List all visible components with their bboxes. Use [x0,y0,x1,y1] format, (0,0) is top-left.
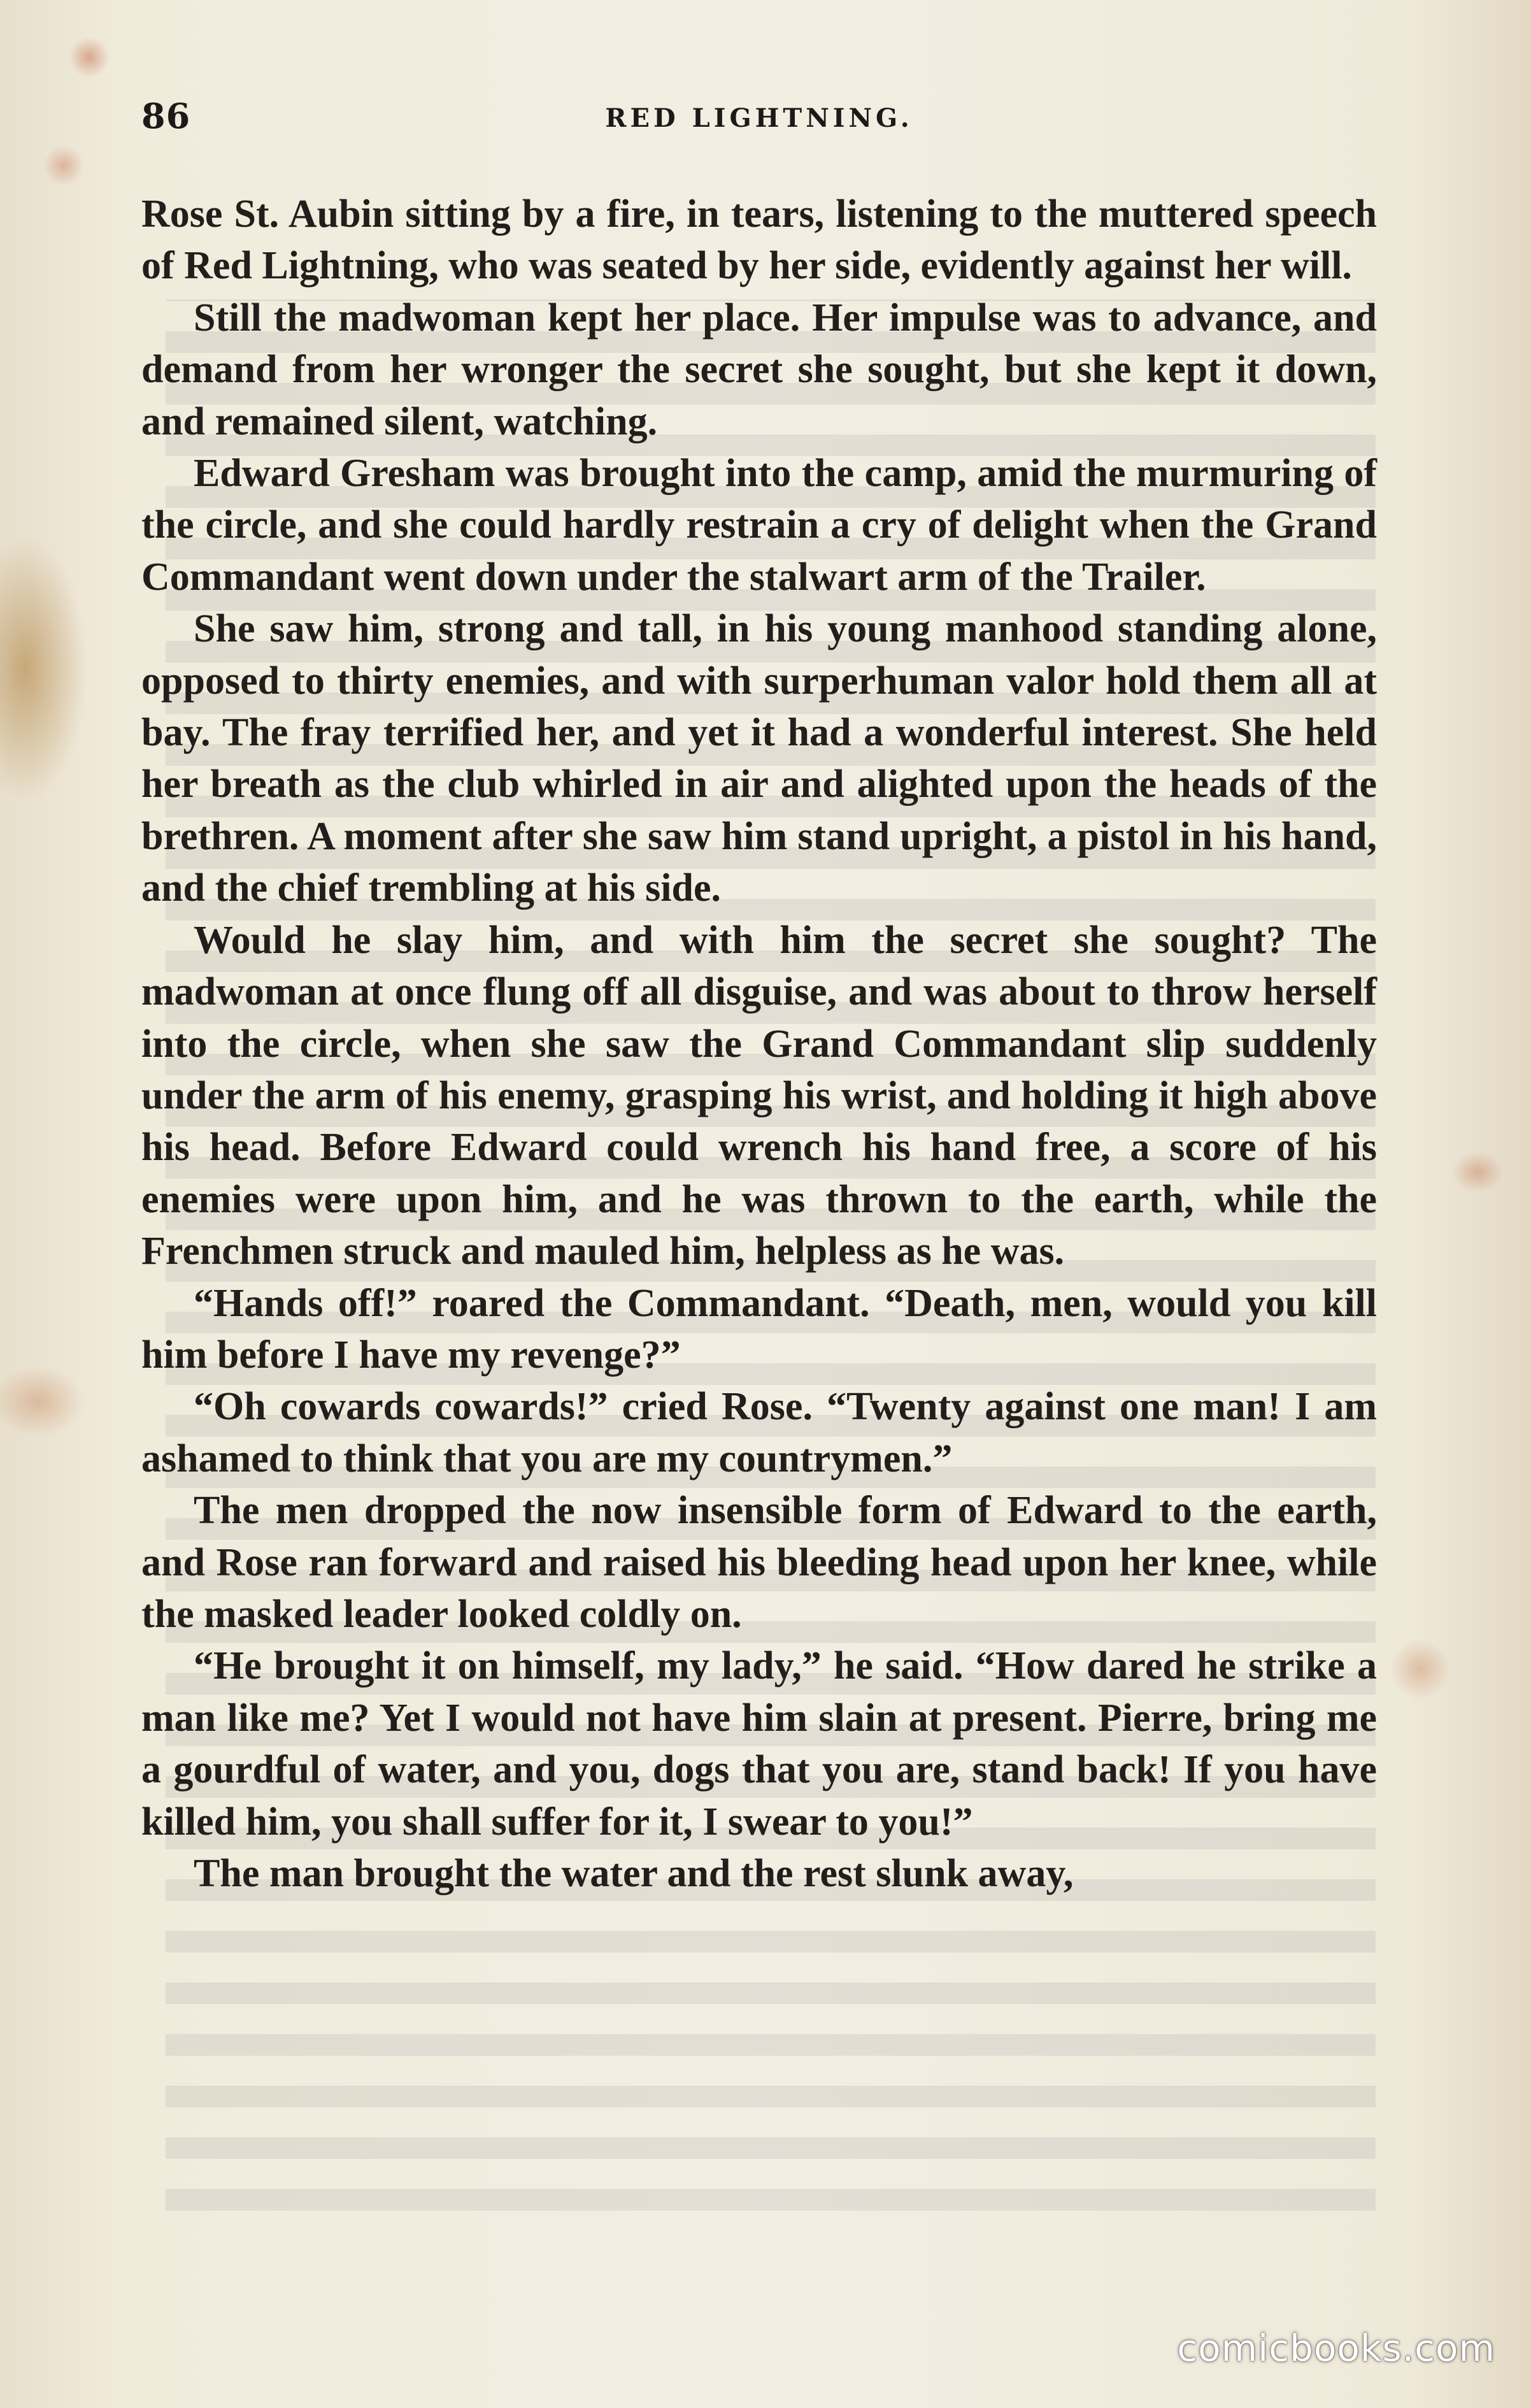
paragraph: Rose St. Aubin sitting by a fire, in tears, listening to the muttered speech of Red Lightning, who was seated by her side, evidently against her will. [141,192,1377,288]
paragraph: “He brought it on himself, my lady,” he said. “How dared he strike a man like me? Yet I would not have him slain at present. Pierre, bring me a gourdful of water, and you, dogs that you are, stand back! If you have killed him, you shall suffer for it, I swear to you!” [141,1644,1377,1844]
running-title: RED LIGHTNING. [605,103,913,133]
running-head [141,96,1377,147]
paragraph: Edward Gresham was brought into the camp, amid the murmuring of the circle, and she could hardly restrain a cry of delight when the Grand Commandant went down under the stalwart arm of the Trailer. [141,452,1377,599]
paragraph: The men dropped the now insensible form of Edward to the earth, and Rose ran forward and raised his bleeding head upon her knee, while the masked leader looked coldly on. [141,1489,1377,1636]
paragraph: Would he slay him, and with him the secret she sought? The madwoman at once flung off all disguise, and was about to throw herself into the circle, when she saw the Grand Commandant slip suddenly under the arm of his enemy, grasping his wrist, and holding it high above his head. Before Edward could wrench his hand free, a score of his enemies were upon him, and he was thrown to the earth, while the Frenchmen struck and mauled him, helpless as he was. [141,918,1377,1273]
paragraph: Still the madwoman kept her place. Her impulse was to advance, and demand from her wronger the secret she sought, but she kept it down, and remained silent, watching. [141,296,1377,443]
paragraph: “Hands off!” roared the Commandant. “Death, men, would you kill him before I have my revenge?” [141,1281,1377,1377]
body-text [141,189,1377,1900]
paragraph: The man brought the water and the rest slunk away, [194,1852,1074,1895]
watermark: comicbooks.com [1177,2326,1495,2370]
page-number: 86 [141,96,191,136]
paragraph: “Oh cowards cowards!” cried Rose. “Twenty against one man! I am ashamed to think that you are my countrymen.” [141,1385,1377,1480]
paragraph: She saw him, strong and tall, in his young manhood standing alone, opposed to thirty enemies, and with surperhuman valor hold them all at bay. The fray terrified her, and yet it had a wonderful interest. She held her breath as the club whirled in air and alighted upon the heads of the brethren. A moment after she saw him stand upright, a pistol in his hand, and the chief trembling at his side. [141,607,1377,910]
